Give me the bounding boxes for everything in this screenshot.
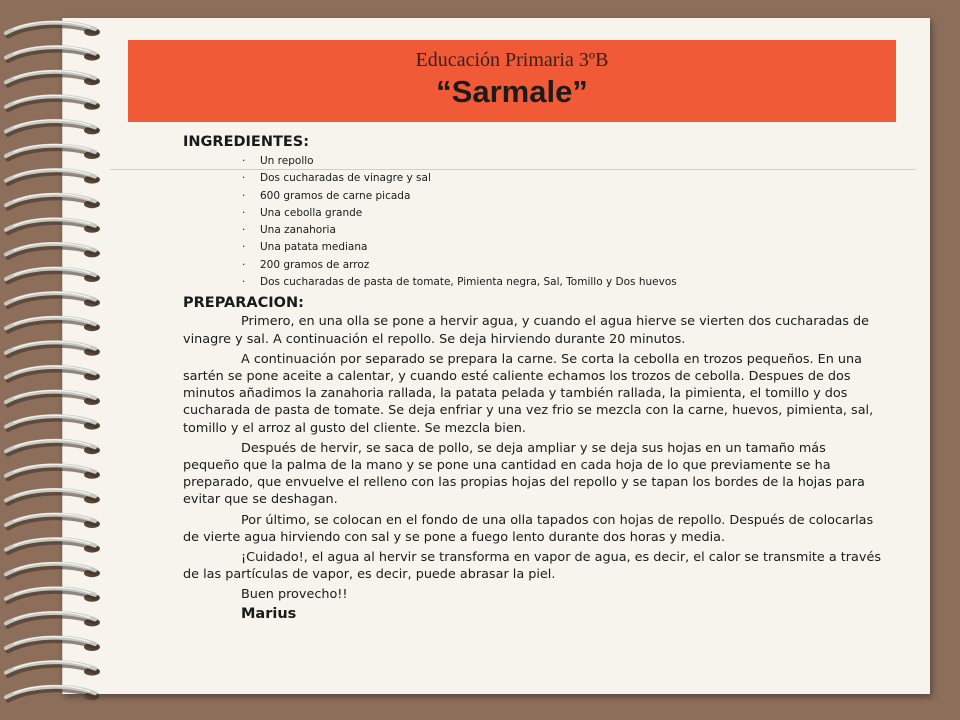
binding-ring <box>6 415 100 429</box>
binding-ring <box>6 341 100 355</box>
bullet: · <box>242 241 246 254</box>
binding-ring <box>6 46 100 60</box>
binding-ring <box>6 120 100 134</box>
banner-subtitle: Educación Primaria 3ºB <box>415 49 609 71</box>
title-banner <box>128 40 896 122</box>
binding-ring <box>6 538 100 552</box>
bullet: · <box>242 224 246 237</box>
binding-ring <box>6 686 100 700</box>
binding-ring <box>6 169 100 183</box>
binding-ring <box>6 71 100 85</box>
binding-ring <box>6 194 100 208</box>
bullet: · <box>242 189 246 202</box>
binding-ring <box>6 391 100 405</box>
author-signature: Marius <box>241 605 297 622</box>
banner-title: “Sarmale” <box>436 74 588 109</box>
ingredient-text: Una patata mediana <box>260 241 368 254</box>
preparation-heading: PREPARACION: <box>183 295 304 312</box>
bullet: · <box>242 155 246 167</box>
bullet: · <box>242 276 246 289</box>
ingredient-item <box>183 257 883 274</box>
bullet: · <box>242 258 246 271</box>
binding-ring <box>6 587 100 601</box>
binding-ring <box>6 612 100 626</box>
ingredient-item <box>183 239 883 256</box>
binding-ring <box>6 637 100 651</box>
binding-ring <box>6 292 100 306</box>
ingredient-text: Dos cucharadas de vinagre y sal <box>260 172 431 185</box>
binding-ring <box>6 366 100 380</box>
binding-ring <box>6 489 100 503</box>
ingredient-text: 600 gramos de carne picada <box>260 189 411 202</box>
recipe-content <box>183 132 883 624</box>
preparation-paragraph: Después de hervir, se saca de pollo, se deja ampliar y se deja sus hojas en un tamaño más pequeño que la palma de la mano y se pone una cantidad en cada hoja de lo que previamente se ha preparado, que envuelve el relleno con las propias hojas del repollo y se tapan los bordes de la hojas para evitar que se deshagan. <box>183 440 865 508</box>
spiral-binding <box>0 0 110 720</box>
binding-ring <box>6 268 100 282</box>
ingredient-text: Una zanahoria <box>260 224 336 237</box>
binding-ring <box>6 243 100 257</box>
ingredient-text: Un repollo <box>260 155 314 167</box>
ingredient-item <box>183 274 883 291</box>
preparation-paragraph: A continuación por separado se prepara la carne. Se corta la cebolla en trozos pequeños. En una sartén se pone aceite a calentar, y cuando esté caliente echamos los trozos de cebolla. Despues de dos minutos añadimos la zanahoria rallada, la patata pelada y también rallada, la pimienta, el tomillo y dos cucharada de pasta de tomate. Se deja enfriar y una vez frio se mezcla con la carne, huevos, pimienta, sal, tomillo y el arroz al gusto del cliente. Se mezcla bien. <box>183 351 874 436</box>
ingredient-item <box>183 205 883 222</box>
binding-ring <box>6 514 100 528</box>
ingredient-item <box>183 188 883 205</box>
preparation-paragraph: Primero, en una olla se pone a hervir agua, y cuando el agua hierve se vierten dos cucharadas de vinagre y sal. A continuación el repollo. Se deja hirviendo durante 20 minutos. <box>183 314 870 347</box>
binding-ring <box>6 22 100 36</box>
ingredient-text: Dos cucharadas de pasta de tomate, Pimienta negra, Sal, Tomillo y Dos huevos <box>260 276 677 289</box>
binding-ring <box>6 563 100 577</box>
ingredient-item <box>183 170 883 187</box>
bullet: · <box>242 206 246 219</box>
binding-ring <box>6 661 100 675</box>
binding-ring <box>6 218 100 232</box>
binding-ring <box>6 145 100 159</box>
preparation-paragraph: Buen provecho!! <box>241 587 348 603</box>
ingredient-text: Una cebolla grande <box>260 206 363 219</box>
binding-ring <box>6 440 100 454</box>
binding-ring <box>6 95 100 109</box>
preparation-paragraph: ¡Cuidado!, el agua al hervir se transforma en vapor de agua, es decir, el calor se transmite a través de las partículas de vapor, es decir, puede abrasar la piel. <box>183 550 881 583</box>
ingredients-list <box>183 153 883 291</box>
ingredient-text: 200 gramos de arroz <box>260 258 370 271</box>
ingredient-item <box>183 153 883 170</box>
binding-ring <box>6 464 100 478</box>
binding-ring <box>6 317 100 331</box>
bullet: · <box>242 172 246 185</box>
ingredient-item <box>183 222 883 239</box>
ingredients-heading: INGREDIENTES: <box>183 134 310 150</box>
preparation-paragraph: Por último, se colocan en el fondo de una olla tapados con hojas de repollo. Después de colocarlas de vierte agua hirviendo con sal y se pone a fuego lento durante dos horas y media. <box>183 512 874 545</box>
